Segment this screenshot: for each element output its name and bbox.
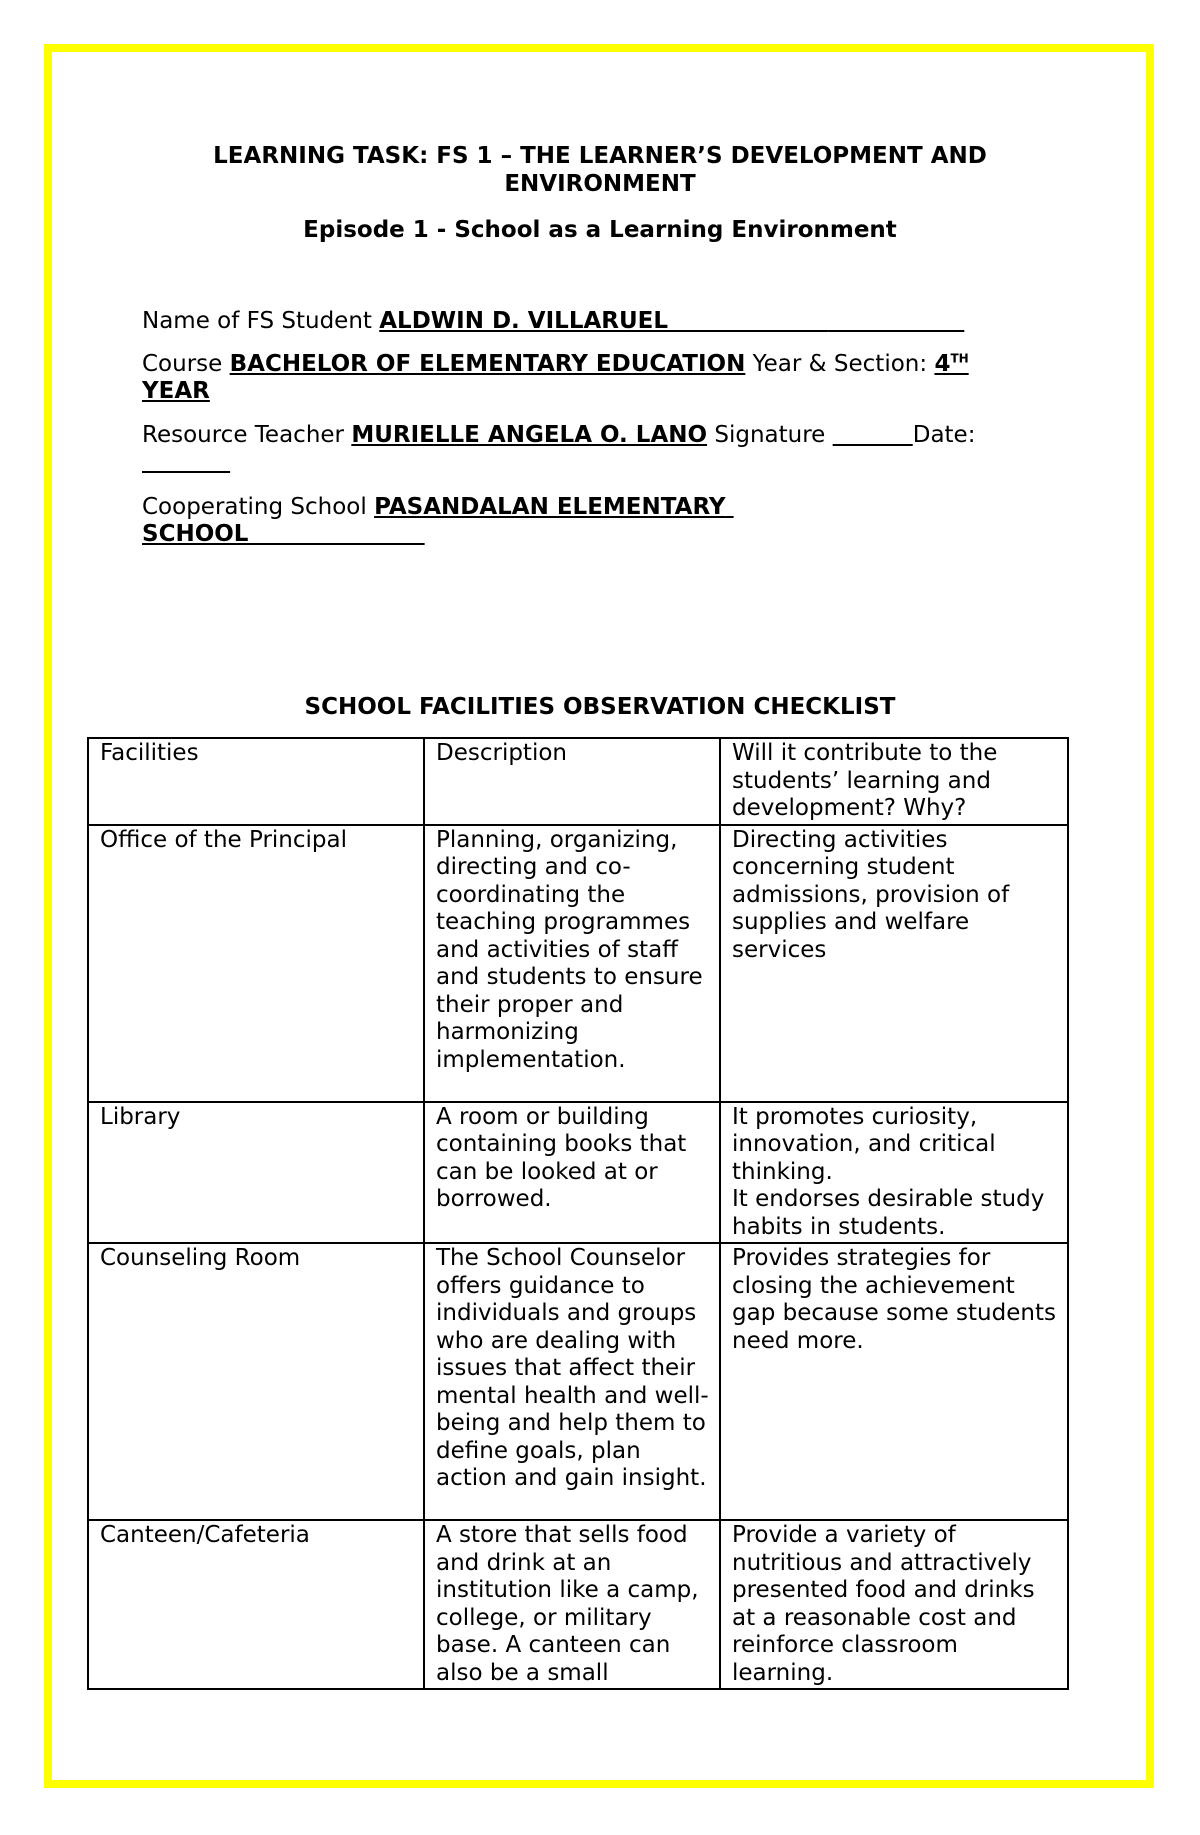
contribution-text: It promotes curiosity, innovation, and critical thinking. [732, 1103, 996, 1185]
facility-cell: Counseling Room [88, 1243, 424, 1520]
contribution-cell [720, 1243, 1068, 1520]
header-description: Description [424, 738, 720, 825]
teacher-label: Resource Teacher [142, 422, 345, 448]
title-line-1: LEARNING TASK: FS 1 – THE LEARNER’S DEVELOPMENT AND [213, 143, 987, 169]
description-cell: A store that sells food and drink at an institution like a camp, college, or military base. A canteen can also be a small [424, 1520, 720, 1689]
year-sup: TH [950, 351, 969, 366]
teacher-value: MURIELLE ANGELA O. LANO [351, 422, 708, 448]
table-row [88, 825, 1068, 1102]
signature-label: Signature [714, 422, 826, 448]
table-row [88, 1520, 1068, 1689]
year-label: Year & Section: [752, 351, 928, 377]
student-blank-2 [828, 308, 964, 334]
description-cell: A room or building containing books that can be looked at or borrowed. [424, 1102, 720, 1244]
document-title [160, 142, 1040, 198]
checklist-title: SCHOOL FACILITIES OBSERVATION CHECKLIST [304, 694, 896, 720]
table-header-row [88, 738, 1068, 825]
checklist-table [87, 737, 1069, 1690]
table-row [88, 1243, 1068, 1520]
description-cell: The School Counselor offers guidance to individuals and groups who are dealing with issues that affect their mental health and well-being and help them to define goals, plan action and gain insight. [424, 1243, 720, 1520]
course-line [142, 351, 1022, 405]
date-blank [142, 449, 230, 475]
contribution-cell [720, 825, 1068, 1102]
title-line-2: ENVIRONMENT [504, 171, 696, 197]
student-value: ALDWIN D. VILLARUEL [379, 308, 669, 334]
school-blank-2 [248, 521, 424, 547]
school-blank-1 [726, 494, 734, 520]
contribution-text: Directing activities concerning student admissions, provision of supplies and welfare services [732, 826, 1010, 963]
facility-cell: Office of the Principal [88, 825, 424, 1102]
signature-blank [833, 422, 913, 448]
school-line [142, 494, 1022, 548]
school-label: Cooperating School [142, 494, 367, 520]
school-value-1: PASANDALAN ELEMENTARY [374, 494, 726, 520]
table-row [88, 1102, 1068, 1244]
student-blank [668, 308, 828, 334]
episode-title: Episode 1 - School as a Learning Environment [303, 217, 897, 243]
year-value-2: YEAR [142, 378, 210, 404]
contribution-cell [720, 1102, 1068, 1244]
year-value [934, 351, 968, 377]
header-contribution: Will it contribute to the students’ learning and development? Why? [720, 738, 1068, 825]
contribution-cell [720, 1520, 1068, 1689]
school-value-2: SCHOOL [142, 521, 249, 547]
teacher-line [142, 422, 1022, 476]
year-number: 4 [934, 351, 951, 377]
description-cell: Planning, organizing, directing and co-coordinating the teaching programmes and activities of staff and students to ensure their proper and harmonizing implementation. [424, 825, 720, 1102]
header-facilities: Facilities [88, 738, 424, 825]
contribution-text: Provides strategies for closing the achievement gap because some students need more. [732, 1245, 1056, 1354]
date-label: Date: [912, 422, 976, 448]
student-name-line [142, 308, 1022, 335]
course-value: BACHELOR OF ELEMENTARY EDUCATION [229, 351, 746, 377]
student-label: Name of FS Student [142, 308, 372, 334]
contribution-text: Provide a variety of nutritious and attractively presented food and drinks at a reasonable cost and reinforce classroom learning. [732, 1522, 1035, 1686]
contribution-text: It endorses desirable study habits in students. [732, 1186, 1045, 1240]
course-label: Course [142, 351, 223, 377]
facility-cell: Library [88, 1102, 424, 1244]
facility-cell: Canteen/Cafeteria [88, 1520, 424, 1689]
